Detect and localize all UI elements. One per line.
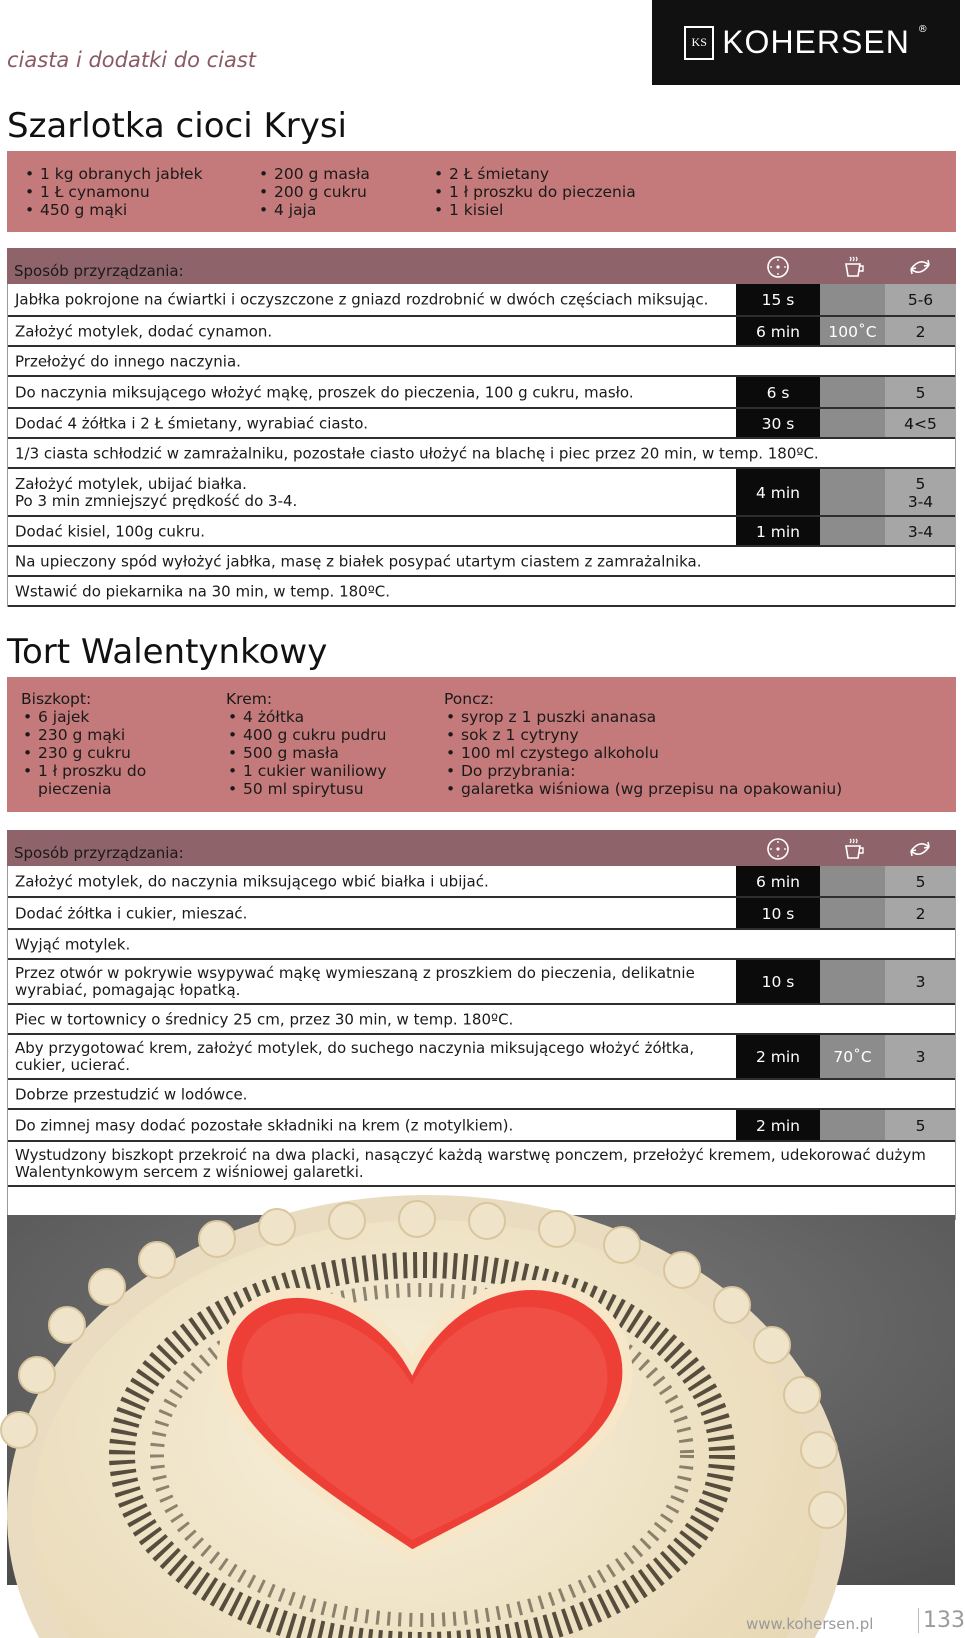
step-text: Piec w tortownicy o średnicy 25 cm, przez 30 min, w temp. 180ºC. (15, 1010, 514, 1028)
ingredients-box-szarlotka (7, 151, 956, 232)
step-speed-cell-value: 5 (915, 383, 926, 402)
ingredient-item: • syrop z 1 puszki ananasa (444, 708, 842, 726)
method-header (7, 830, 956, 866)
ingredient-group-heading: Krem: (226, 690, 273, 708)
recipe-title-tort: Tort Walentynkowy (7, 632, 328, 672)
step-temperature-cell (820, 866, 885, 897)
step-time-cell-value: 30 s (761, 414, 795, 433)
ingredient-item: • 4 żółtka (226, 708, 387, 726)
brand-logo-icon: KS (684, 26, 714, 60)
cake-heart-image (7, 1215, 955, 1585)
step-text: Dodać kisiel, 100g cukru. (15, 522, 206, 540)
ingredient-item: • 200 g cukru (257, 183, 370, 201)
ingredient-item: • 2 Ł śmietany (432, 165, 636, 183)
ingredient-column (432, 165, 636, 219)
method-table-tort (7, 830, 956, 1220)
step-time-cell (736, 1035, 820, 1079)
step-text: 1/3 ciasta schłodzić w zamrażalniku, pozostałe ciasto ułożyć na blachę i piec przez 20 min, w temp. 180ºC. (15, 444, 819, 462)
cake-photo (7, 1215, 955, 1585)
step-speed-cell (885, 377, 956, 408)
method-step (7, 1035, 956, 1080)
step-speed-cell (885, 1110, 956, 1141)
method-table-szarlotka (7, 248, 956, 607)
step-speed-cell (885, 284, 956, 316)
step-text: Aby przygotować krem, założyć motylek, do suchego naczynia miksującego włożyć żółtka, cukier, ucierać. (15, 1039, 695, 1074)
timer-icon (765, 254, 791, 280)
step-speed-cell (885, 517, 956, 546)
step-time-cell (736, 960, 820, 1004)
step-temperature-cell (820, 317, 885, 346)
speed-icon (907, 254, 933, 280)
ingredient-item: • 400 g cukru pudru (226, 726, 387, 744)
step-speed-cell-value: 5 3-4 (907, 474, 934, 511)
step-text: Wyjąć motylek. (15, 935, 131, 953)
step-speed-cell-value: 5-6 (907, 291, 934, 309)
method-step (7, 930, 956, 960)
step-time-cell (736, 1110, 820, 1141)
step-text: Jabłka pokrojone na ćwiartki i oczyszczone z gniazd rozdrobnić w dwóch częściach miksując. (15, 290, 709, 309)
step-temperature-cell (820, 284, 885, 316)
ingredients-box-tort (7, 677, 956, 812)
step-text: Wstawić do piekarnika na 30 min, w temp. 180ºC. (15, 582, 391, 600)
step-time-cell (736, 898, 820, 929)
step-time-cell-value: 10 s (761, 973, 795, 991)
step-time-cell-value: 1 min (755, 522, 801, 541)
step-text: Do naczynia miksującego włożyć mąkę, proszek do pieczenia, 100 g cukru, masło. (15, 383, 634, 401)
ingredient-column (444, 690, 842, 798)
ingredient-item: • 1 kisiel (432, 201, 636, 219)
ingredient-item: • sok z 1 cytryny (444, 726, 842, 744)
ingredient-column (23, 165, 203, 219)
step-text: Przez otwór w pokrywie wsypywać mąkę wymieszaną z proszkiem do pieczenia, delikatnie wyrabiać, pomagając łopatką. (15, 964, 695, 999)
ingredient-item: • 6 jajek (21, 708, 146, 726)
method-step (7, 866, 956, 898)
method-step (7, 960, 956, 1005)
brand-registered-mark: ® (917, 24, 928, 35)
brand-name: KOHERSEN (722, 24, 910, 60)
step-time-cell (736, 866, 820, 897)
step-text: Dodać żółtka i cukier, mieszać. (15, 904, 248, 922)
ingredient-column (226, 690, 387, 798)
ingredient-item: • 50 ml spirytusu (226, 780, 387, 798)
ingredient-item: • 230 g mąki (21, 726, 146, 744)
method-step (7, 577, 956, 607)
method-step (7, 409, 956, 439)
page-number: 133 (918, 1608, 965, 1633)
method-step (7, 317, 956, 347)
step-speed-cell (885, 469, 956, 516)
step-temperature-cell (820, 1035, 885, 1079)
ingredient-group-heading: Biszkopt: (21, 690, 92, 708)
step-time-cell-value: 6 min (755, 872, 801, 891)
ingredient-item: • 200 g masła (257, 165, 370, 183)
method-step (7, 898, 956, 930)
step-speed-cell (885, 898, 956, 929)
step-speed-cell-value: 2 (915, 322, 926, 341)
step-time-cell-value: 15 s (761, 291, 795, 309)
method-step (7, 547, 956, 577)
step-text: Dobrze przestudzić w lodówce. (15, 1085, 248, 1103)
step-speed-cell-value: 2 (915, 904, 926, 923)
ingredient-item: • 100 ml czystego alkoholu (444, 744, 842, 762)
step-time-cell (736, 409, 820, 438)
step-text: Wystudzony biszkopt przekroić na dwa placki, nasączyć każdą warstwę ponczem, przełożyć kremem, udekorować dużym Walentynkowym sercem z wiśniowej galaretki. (15, 1146, 926, 1181)
footer-url[interactable]: www.kohersen.pl (746, 1615, 874, 1633)
step-temperature-cell-value: 100˚C (828, 322, 877, 341)
timer-icon (765, 836, 791, 862)
temperature-icon (840, 254, 866, 280)
method-step (7, 347, 956, 377)
step-speed-cell-value: 3 (915, 973, 926, 991)
step-speed-cell-value: 5 (915, 872, 926, 891)
step-time-cell-value: 6 s (766, 383, 790, 402)
ingredient-item: • 1 Ł cynamonu (23, 183, 203, 201)
method-step (7, 469, 956, 517)
ingredient-column (257, 165, 370, 219)
ingredient-group-heading: Poncz: (444, 690, 494, 708)
step-speed-cell (885, 317, 956, 346)
category-title: ciasta i dodatki do ciast (7, 48, 257, 72)
step-time-cell-value: 4 min (755, 483, 801, 502)
method-header (7, 248, 956, 284)
step-text: Przełożyć do innego naczynia. (15, 352, 241, 370)
method-label: Sposób przyrządzania: (14, 262, 184, 280)
step-time-cell-value: 10 s (761, 904, 795, 923)
step-text: Do zimnej masy dodać pozostałe składniki na krem (z motylkiem). (15, 1116, 514, 1134)
brand-header (652, 0, 960, 85)
temperature-icon (840, 836, 866, 862)
step-time-cell (736, 284, 820, 316)
ingredient-item: • 230 g cukru (21, 744, 146, 762)
step-text: Dodać 4 żółtka i 2 Ł śmietany, wyrabiać ciasto. (15, 414, 368, 432)
step-time-cell-value: 6 min (755, 322, 801, 341)
step-text: Założyć motylek, ubijać białka. Po 3 min zmniejszyć prędkość do 3-4. (15, 474, 298, 510)
ingredient-item: • 1 ł proszku do pieczenia (432, 183, 636, 201)
step-time-cell-value: 2 min (755, 1116, 801, 1135)
method-step (7, 1142, 956, 1187)
step-text: Założyć motylek, dodać cynamon. (15, 322, 273, 340)
method-step (7, 1080, 956, 1110)
step-speed-cell-value: 5 (915, 1116, 926, 1135)
step-temperature-cell (820, 517, 885, 546)
step-time-cell (736, 377, 820, 408)
step-text: Na upieczony spód wyłożyć jabłka, masę z białek posypać utartym ciastem z zamrażalnika. (15, 552, 702, 570)
step-temperature-cell (820, 1110, 885, 1141)
method-step (7, 439, 956, 469)
step-speed-cell-value: 3 (915, 1048, 926, 1066)
step-text: Założyć motylek, do naczynia miksującego wbić białka i ubijać. (15, 872, 489, 890)
step-temperature-cell (820, 409, 885, 438)
step-time-cell (736, 317, 820, 346)
step-speed-cell (885, 409, 956, 438)
method-step (7, 1005, 956, 1035)
step-temperature-cell-value: 70˚C (833, 1048, 872, 1066)
step-speed-cell-value: 3-4 (907, 522, 934, 541)
ingredient-item: • galaretka wiśniowa (wg przepisu na opakowaniu) (444, 780, 842, 798)
step-speed-cell-value: 4<5 (904, 414, 937, 433)
ingredient-item: • 1 kg obranych jabłek (23, 165, 203, 183)
ingredient-item: • 500 g masła (226, 744, 387, 762)
step-temperature-cell (820, 960, 885, 1004)
ingredient-item: • 1 cukier waniliowy (226, 762, 387, 780)
ingredient-item: • 450 g mąki (23, 201, 203, 219)
recipe-title-szarlotka: Szarlotka cioci Krysi (7, 106, 347, 146)
ingredient-column (21, 690, 146, 798)
ingredient-item: • 4 jaja (257, 201, 370, 219)
step-speed-cell (885, 1035, 956, 1079)
step-speed-cell (885, 866, 956, 897)
ingredient-item: • Do przybrania: (444, 762, 842, 780)
step-time-cell (736, 517, 820, 546)
method-step (7, 284, 956, 317)
method-label: Sposób przyrządzania: (14, 844, 184, 862)
ingredient-item: • 1 ł proszku do pieczenia (21, 762, 146, 798)
step-time-cell-value: 2 min (755, 1048, 801, 1066)
method-step (7, 377, 956, 409)
step-temperature-cell (820, 898, 885, 929)
speed-icon (907, 836, 933, 862)
step-time-cell (736, 469, 820, 516)
step-temperature-cell (820, 377, 885, 408)
step-speed-cell (885, 960, 956, 1004)
step-temperature-cell (820, 469, 885, 516)
method-step (7, 1110, 956, 1142)
method-step (7, 517, 956, 547)
